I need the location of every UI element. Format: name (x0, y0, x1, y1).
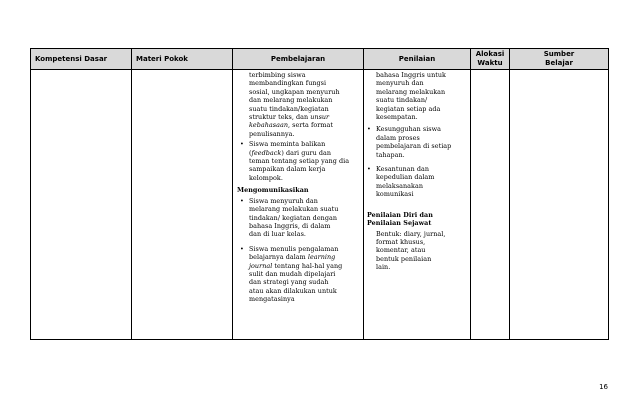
text-line: kesempatan. (376, 113, 418, 122)
text-line: membandingkan fungsi (249, 79, 327, 88)
header-kompetensi-dasar (31, 49, 132, 70)
bullet-icon: • (240, 244, 244, 253)
bullet-icon: • (240, 140, 244, 149)
bullet-icon: • (367, 165, 371, 174)
text-line: bahasa Inggris untuk (376, 71, 446, 79)
cell-alokasi-waktu (471, 70, 510, 340)
text-line: dalam proses (376, 133, 420, 142)
text-line: komunikasi (376, 190, 414, 199)
bullet-item (367, 165, 467, 199)
italic-term: unsur (310, 113, 330, 122)
italic-term: journal (249, 261, 273, 270)
text-line: bentuk penilaian (376, 254, 432, 263)
text-line: suatu tindakan/kegiatan (249, 104, 329, 113)
text-line: Kesantunan dan (376, 165, 430, 174)
header-materi-pokok (132, 49, 233, 70)
text-line: melaksanakan (376, 181, 423, 190)
text-line: suatu tindakan/ (376, 96, 428, 105)
text-line: (feedback) dari guru dan (249, 148, 332, 157)
text-span: struktur teks, dan (249, 113, 311, 122)
text-span: belajarnya dalam (249, 253, 308, 262)
table-row (31, 70, 609, 340)
text-line: dan di luar kelas. (249, 230, 306, 239)
penilaian-continuation (367, 71, 467, 121)
header-label: Penilaian (398, 54, 436, 63)
bullet-icon: • (240, 196, 244, 205)
text-line: komentar, atau (376, 246, 426, 255)
cell-materi-pokok (132, 70, 233, 340)
bullet-icon: • (367, 125, 371, 134)
text-line: tindakan/ kegiatan dengan (249, 213, 337, 222)
text-line: lain. (376, 263, 391, 272)
header-label: Waktu (477, 59, 503, 67)
text-line: mengatasinya (249, 295, 295, 304)
cell-sumber-belajar (510, 70, 609, 340)
bullet-item (237, 140, 359, 182)
text-line: melarang melakukan (376, 87, 446, 96)
text-line: melarang melakukan suatu (249, 205, 339, 214)
text-line: penulisannya. (249, 129, 295, 138)
italic-term: feedback (251, 148, 282, 157)
text-line (249, 121, 359, 129)
text-line: Penilaian Sejawat (367, 219, 432, 228)
text-line: bahasa Inggris, di dalam (249, 221, 331, 230)
text-line: format khusus, (376, 237, 426, 246)
page-number: 16 (599, 383, 608, 391)
cell-penilaian (364, 70, 471, 340)
header-label: Sumber (543, 50, 575, 58)
italic-term: kebahasaan (249, 121, 288, 130)
header-alokasi-waktu (471, 49, 510, 70)
bullet-item (237, 197, 359, 239)
text-line: menyuruh dan (376, 79, 424, 88)
section-heading-mengomunikasikan: Mengomunikasikan (237, 186, 309, 195)
syllabus-table (30, 48, 609, 340)
text-line: Siswa meminta balikan (249, 140, 326, 149)
header-label: Materi Pokok (136, 54, 188, 63)
text-line: kegiatan setiap ada (376, 104, 441, 113)
text-span: tentang hal-hal yang (272, 261, 343, 270)
text-line: kelompok. (249, 173, 283, 182)
header-penilaian (364, 49, 471, 70)
text-line: Penilaian Diri dan (367, 210, 433, 219)
cell-pembelajaran (233, 70, 364, 340)
text-line: Siswa menulis pengalaman (249, 244, 339, 253)
text-line (249, 262, 359, 270)
text-line: tahapan. (376, 150, 405, 159)
text-line: terbimbing siswa (249, 71, 306, 79)
text-line: sosial, ungkapan menyuruh (249, 87, 340, 96)
text-line: Siswa menyuruh dan (249, 196, 318, 205)
header-label: Belajar (545, 59, 573, 67)
section-heading-penilaian-diri (367, 211, 467, 228)
text-line: Kesungguhan siswa (376, 125, 441, 134)
text-line: atau akan dilakukan untuk (249, 286, 337, 295)
text-line: teman tentang setiap yang dia (249, 157, 350, 166)
table-header-row (31, 49, 609, 70)
text-span: , serta format (288, 121, 333, 130)
text-line (249, 113, 359, 121)
text-line: sulit dan mudah dipelajari (249, 269, 336, 278)
pembelajaran-continuation (237, 71, 359, 138)
text-span: ) dari guru dan (281, 148, 332, 157)
header-label: Alokasi (475, 50, 505, 58)
text-line: Bentuk: diary, jurnal, (376, 229, 446, 238)
text-line: dan strategi yang sudah (249, 278, 329, 287)
header-sumber-belajar (510, 49, 609, 70)
text-line: kepedulian dalam (376, 173, 435, 182)
header-label: Pembelajaran (270, 54, 326, 63)
header-pembelajaran (233, 49, 364, 70)
header-label: Kompetensi Dasar (35, 54, 108, 63)
text-line: sampaikan dalam kerja (249, 165, 326, 174)
text-line (249, 253, 359, 261)
penilaian-diri-description (367, 230, 467, 272)
text-line: pembelajaran di setiap (376, 142, 452, 151)
bullet-item (237, 245, 359, 304)
italic-term: learning (307, 253, 336, 262)
text-line: dan melarang melakukan (249, 96, 333, 105)
cell-kompetensi-dasar (31, 70, 132, 340)
bullet-item (367, 125, 467, 159)
